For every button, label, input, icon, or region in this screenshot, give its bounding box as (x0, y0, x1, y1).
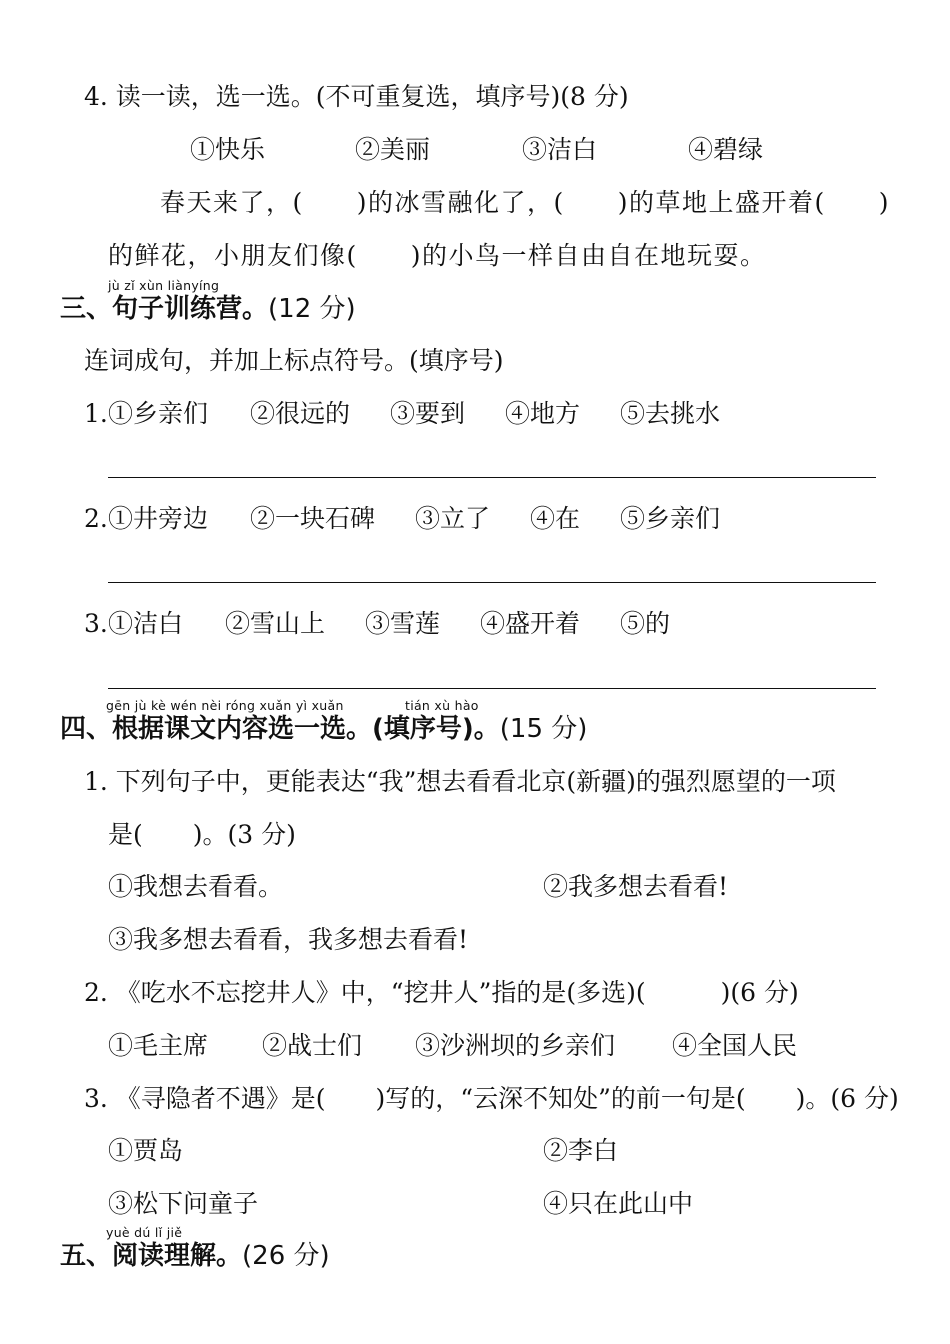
s3-item-2-word-4: ④在 (530, 504, 581, 533)
s4-q2-option-1: ①毛主席 (108, 1031, 209, 1060)
s3-item-3-word-3: ③雪莲 (365, 609, 441, 638)
s4-q3-stem: 3. 《寻隐者不遇》是( )写的，“云深不知处”的前一句是( )。(6 分) (84, 1084, 899, 1113)
answer-line-3[interactable] (108, 688, 876, 689)
s4-q2-option-3: ③沙洲坝的乡亲们 (415, 1031, 616, 1060)
s4-q3-option-1: ①贾岛 (108, 1136, 184, 1165)
section4-heading (60, 712, 587, 746)
s4-q1-option-3: ③我多想去看看，我多想去看看! (108, 925, 469, 954)
section4-pinyin-b: tián xù hào (405, 698, 479, 713)
q4-passage-line-1: 春天来了，( )的冰雪融化了，( )的草地上盛开着( ) (160, 188, 891, 217)
section3-points: (12 分) (268, 294, 356, 324)
section5-title: 五、阅读理解。 (60, 1241, 243, 1271)
section4-points: (15 分) (499, 714, 588, 744)
s4-q2-stem: 2. 《吃水不忘挖井人》中，“挖井人”指的是(多选)( )(6 分) (84, 978, 799, 1007)
q4-passage-line-2: 的鲜花，小朋友们像( )的小鸟一样自由自在地玩耍。 (108, 241, 767, 270)
s3-item-1-word-5: ⑤去挑水 (620, 399, 721, 428)
s3-item-3-label: 3. (84, 609, 108, 638)
section4-title: 四、根据课文内容选一选。(填序号)。 (60, 714, 500, 744)
s3-item-1-label: 1. (84, 399, 108, 428)
section3-heading (60, 292, 356, 326)
section3-instruction: 连词成句，并加上标点符号。(填序号) (84, 346, 504, 375)
section5-heading (60, 1239, 330, 1273)
answer-line-1[interactable] (108, 477, 876, 478)
s4-q2-option-2: ②战士们 (262, 1031, 363, 1060)
answer-line-2[interactable] (108, 582, 876, 583)
s3-item-2-word-1: ①井旁边 (108, 504, 209, 533)
s3-item-2-word-3: ③立了 (415, 504, 491, 533)
s4-q3-option-2: ②李白 (543, 1136, 619, 1165)
q4-stem: 4. 读一读，选一选。(不可重复选，填序号)(8 分) (84, 82, 629, 111)
s4-q1-line-1: 1. 下列句子中，更能表达“我”想去看看北京(新疆)的强烈愿望的一项 (84, 767, 836, 796)
q4-option-1: ①快乐 (190, 135, 266, 164)
s3-item-1-word-4: ④地方 (505, 399, 581, 428)
q4-option-4: ④碧绿 (688, 135, 764, 164)
section4-pinyin-a: gēn jù kè wén nèi róng xuǎn yì xuǎn (106, 698, 344, 713)
s3-item-3-word-1: ①洁白 (108, 609, 184, 638)
s3-item-3-word-2: ②雪山上 (225, 609, 326, 638)
section5-pinyin: yuè dú lǐ jiě (106, 1225, 183, 1240)
s4-q3-option-3: ③松下问童子 (108, 1189, 259, 1218)
s3-item-2-word-2: ②一块石碑 (250, 504, 376, 533)
s3-item-3-word-4: ④盛开着 (480, 609, 581, 638)
s3-item-1-word-2: ②很远的 (250, 399, 351, 428)
s3-item-2-label: 2. (84, 504, 108, 533)
s3-item-1-word-1: ①乡亲们 (108, 399, 209, 428)
s4-q1-option-1: ①我想去看看。 (108, 872, 284, 901)
s4-q2-option-4: ④全国人民 (672, 1031, 798, 1060)
s3-item-2-word-5: ⑤乡亲们 (620, 504, 721, 533)
q4-option-3: ③洁白 (522, 135, 598, 164)
section5-points: (26 分) (242, 1241, 330, 1271)
section3-pinyin: jù zǐ xùn liànyíng (108, 278, 220, 293)
s4-q1-option-2: ②我多想去看看! (543, 872, 729, 901)
s4-q3-option-4: ④只在此山中 (543, 1189, 694, 1218)
s3-item-1-word-3: ③要到 (390, 399, 466, 428)
s3-item-3-word-5: ⑤的 (620, 609, 671, 638)
q4-option-2: ②美丽 (355, 135, 431, 164)
s4-q1-line-2: 是( )。(3 分) (108, 820, 296, 849)
section3-title: 三、句子训练营。 (60, 294, 269, 324)
